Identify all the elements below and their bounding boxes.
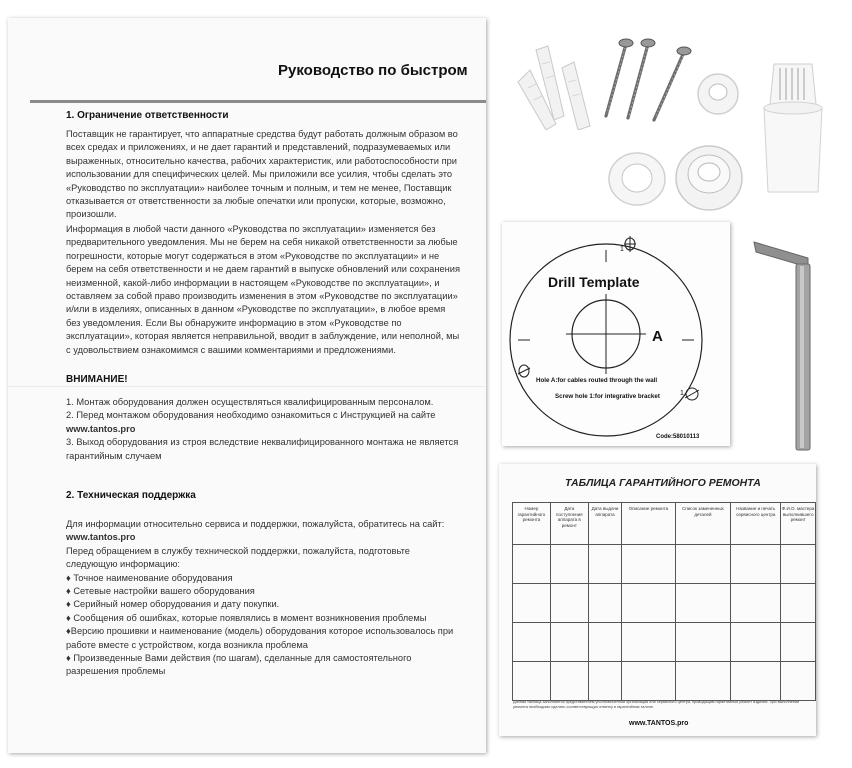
- warranty-cell[interactable]: [781, 662, 816, 701]
- warranty-cell[interactable]: [731, 584, 781, 623]
- text-line: Поставщик не гарантирует, что аппаратные средства будут работать должным образом во: [66, 129, 458, 139]
- screw-hole-number-top: 1: [620, 246, 624, 253]
- text-line: всех средах и приложениях, и не дает гарантий и представлений, подразумеваемых или: [66, 142, 451, 153]
- warranty-column-header: Список замененных деталей: [675, 503, 731, 545]
- warranty-column-header: Описание ремонта: [622, 503, 675, 545]
- warranty-table-row: [513, 623, 816, 662]
- warranty-column-header: Номер гарантийного ремонта: [513, 503, 551, 545]
- text-line: ♦ Сетевые настройки вашего оборудования: [66, 586, 255, 597]
- warranty-table-row: [513, 545, 816, 584]
- warranty-table-header: [513, 503, 816, 545]
- manual-title: Руководство по быстром: [278, 62, 468, 79]
- warranty-cell[interactable]: [513, 623, 551, 662]
- text-line: Для информации относительно сервиса и поддержки, пожалуйста, обратитесь на сайт:: [66, 519, 445, 529]
- hex-key-icon: [748, 236, 818, 456]
- drill-template-card: [502, 222, 730, 446]
- text-line: выраженных, относительно качества, рабочих характеристик, или работоспособности при: [66, 155, 457, 166]
- text-line: Перед обращением в службу технической поддержки, пожалуйста, подготовьте: [66, 545, 410, 556]
- text-line: работе вместе с устройством, когда возникла проблема: [66, 639, 308, 650]
- screw-hole-description: Screw hole 1:for integrative bracket: [555, 393, 660, 400]
- warranty-table: [512, 502, 816, 701]
- warranty-cell[interactable]: [513, 584, 551, 623]
- warranty-cell[interactable]: [513, 545, 551, 584]
- sealing-ring-icon: [604, 148, 670, 210]
- section-heading-liability: 1. Ограничение ответственности: [66, 110, 229, 121]
- template-code: Code:58010113: [656, 434, 700, 440]
- section-heading-support: 2. Техническая поддержка: [66, 490, 196, 501]
- text-line: использовании для специфических целей. Мы приложили все усилия, чтобы сделать это: [66, 169, 453, 180]
- support-paragraph: [66, 518, 482, 679]
- warranty-cell[interactable]: [781, 584, 816, 623]
- warranty-column-header: Ф.И.О. мастера выполнившего ремонт: [781, 503, 816, 545]
- text-line: с удовольствием ознакомимся с вашими комментариями и предложениями.: [66, 344, 396, 355]
- text-line: ♦ Сообщения об ошибках, которые появлялись в момент возникновения проблемы: [66, 612, 427, 623]
- text-line: ♦ Серийный номер оборудования и дату покупки.: [66, 599, 280, 610]
- text-line: берем на себя ответственности и не даем гарантий в выпуске обновлений или сохранения: [66, 264, 461, 275]
- warranty-cell[interactable]: [622, 545, 675, 584]
- text-line: произошли.: [66, 209, 117, 220]
- text-line: ♦ Произведенные Вами действия (по шагам), сделанные для самостоятельного: [66, 653, 412, 664]
- warranty-cell[interactable]: [588, 584, 621, 623]
- warranty-cell[interactable]: [588, 545, 621, 584]
- text-line: погрешности, которые могут содержаться в этом «Руководстве по эксплуатации» и не: [66, 250, 440, 261]
- text-line: неизменной, какой-либо информации в настоящем «Руководстве по эксплуатации», и: [66, 277, 440, 288]
- warranty-cell[interactable]: [731, 662, 781, 701]
- text-line: 1. Монтаж оборудования должен осуществляться квалифицированным персоналом.: [66, 397, 434, 407]
- warranty-cell[interactable]: [550, 584, 588, 623]
- text-line: «Руководство по эксплуатации» наиболее точным и полным, и тем не менее, Поставщик: [66, 182, 452, 193]
- text-line: разрешения проблемы: [66, 666, 166, 677]
- warranty-cell[interactable]: [675, 662, 731, 701]
- warranty-column-header: Название и печать сервисного центра: [731, 503, 781, 545]
- wall-anchor-icon: [508, 40, 596, 130]
- text-line: www.tantos.pro: [66, 532, 136, 543]
- warranty-cell[interactable]: [622, 623, 675, 662]
- rubber-grommet-icon: [694, 68, 742, 118]
- hole-a-description: Hole A:for cables routed through the wall: [536, 377, 658, 384]
- warranty-cell[interactable]: [675, 623, 731, 662]
- warranty-cell[interactable]: [781, 623, 816, 662]
- warranty-cell[interactable]: [513, 662, 551, 701]
- quick-guide-sheet: [8, 18, 486, 753]
- warranty-title: ТАБЛИЦА ГАРАНТИЙНОГО РЕМОНТА: [565, 477, 761, 489]
- attention-list: [66, 396, 482, 463]
- text-line: отказывается от ответственности за любые опечатки или пропуски, которые, возможно,: [66, 196, 446, 207]
- warranty-cell[interactable]: [588, 623, 621, 662]
- screw-hole-number-bottom: 1: [680, 390, 684, 397]
- warranty-cell[interactable]: [731, 545, 781, 584]
- warranty-cell[interactable]: [622, 662, 675, 701]
- text-line: гарантийным случаем: [66, 450, 162, 461]
- text-line: без уведомления. Если Вы обнаружите информацию в этом «Руководстве по: [66, 317, 402, 328]
- warranty-cell[interactable]: [781, 545, 816, 584]
- liability-paragraph-2: [66, 223, 482, 357]
- warranty-column-header: Дата поступления аппарата в ремонт: [550, 503, 588, 545]
- title-divider: [30, 100, 486, 103]
- warranty-column-header: Дата выдачи аппарата: [588, 503, 621, 545]
- warranty-repair-card: [499, 464, 816, 736]
- warranty-table-row: [513, 662, 816, 701]
- text-line: оставляем за собой право производить изменения в этом «Руководстве по эксплуатации»: [66, 291, 458, 302]
- warranty-cell[interactable]: [550, 545, 588, 584]
- warranty-cell[interactable]: [675, 545, 731, 584]
- text-line: и/или в изделиях, описанных в данном «Руководстве по эксплуатации», в любое время: [66, 304, 446, 315]
- warranty-table-row: [513, 584, 816, 623]
- warranty-cell[interactable]: [731, 623, 781, 662]
- text-line: 3. Выход оборудования из строя вследствие неквалифицированного монтажа не является: [66, 437, 459, 448]
- text-line: 2. Перед монтажом оборудования необходимо ознакомиться с Инструкцией на сайте: [66, 410, 436, 421]
- hole-a-label: A: [652, 328, 663, 345]
- text-line: ♦Версию прошивки и наименование (модель) оборудования которое использовалось при: [66, 626, 454, 637]
- text-line: предварительного уведомления. Мы не берем на себя никакой ответственности за любые: [66, 237, 458, 248]
- drill-template-title: Drill Template: [548, 274, 640, 290]
- text-line: Информация в любой части данного «Руководства по эксплуатации» изменяется без: [66, 224, 436, 234]
- warranty-cell[interactable]: [550, 662, 588, 701]
- liability-paragraph-1: [66, 128, 482, 222]
- text-line: эксплуатации», которая является неправильной, вводит в заблуждение, или неполной, мы: [66, 331, 460, 342]
- warranty-cell[interactable]: [550, 623, 588, 662]
- attention-heading: ВНИМАНИЕ!: [66, 374, 128, 385]
- warranty-cell[interactable]: [622, 584, 675, 623]
- text-line: ♦ Точное наименование оборудования: [66, 572, 233, 583]
- rubber-grommet-icon: [672, 140, 746, 214]
- warranty-cell[interactable]: [588, 662, 621, 701]
- warranty-footnote: Данная таблица заполняется представителем уполномоченной организации или сервисного центра, проводящим гарантийный ремонт изделия. При выполнении ремонта необходимо сделать соответствующую отметку в гарантийном талоне.: [513, 700, 800, 709]
- text-line: www.tantos.pro: [66, 423, 136, 434]
- waterproof-connector-cap-icon: [760, 56, 826, 196]
- text-line: следующую информацию:: [66, 559, 180, 570]
- warranty-website: www.TANTOS.pro: [629, 720, 689, 727]
- screw-icon: [598, 36, 694, 124]
- warranty-cell[interactable]: [675, 584, 731, 623]
